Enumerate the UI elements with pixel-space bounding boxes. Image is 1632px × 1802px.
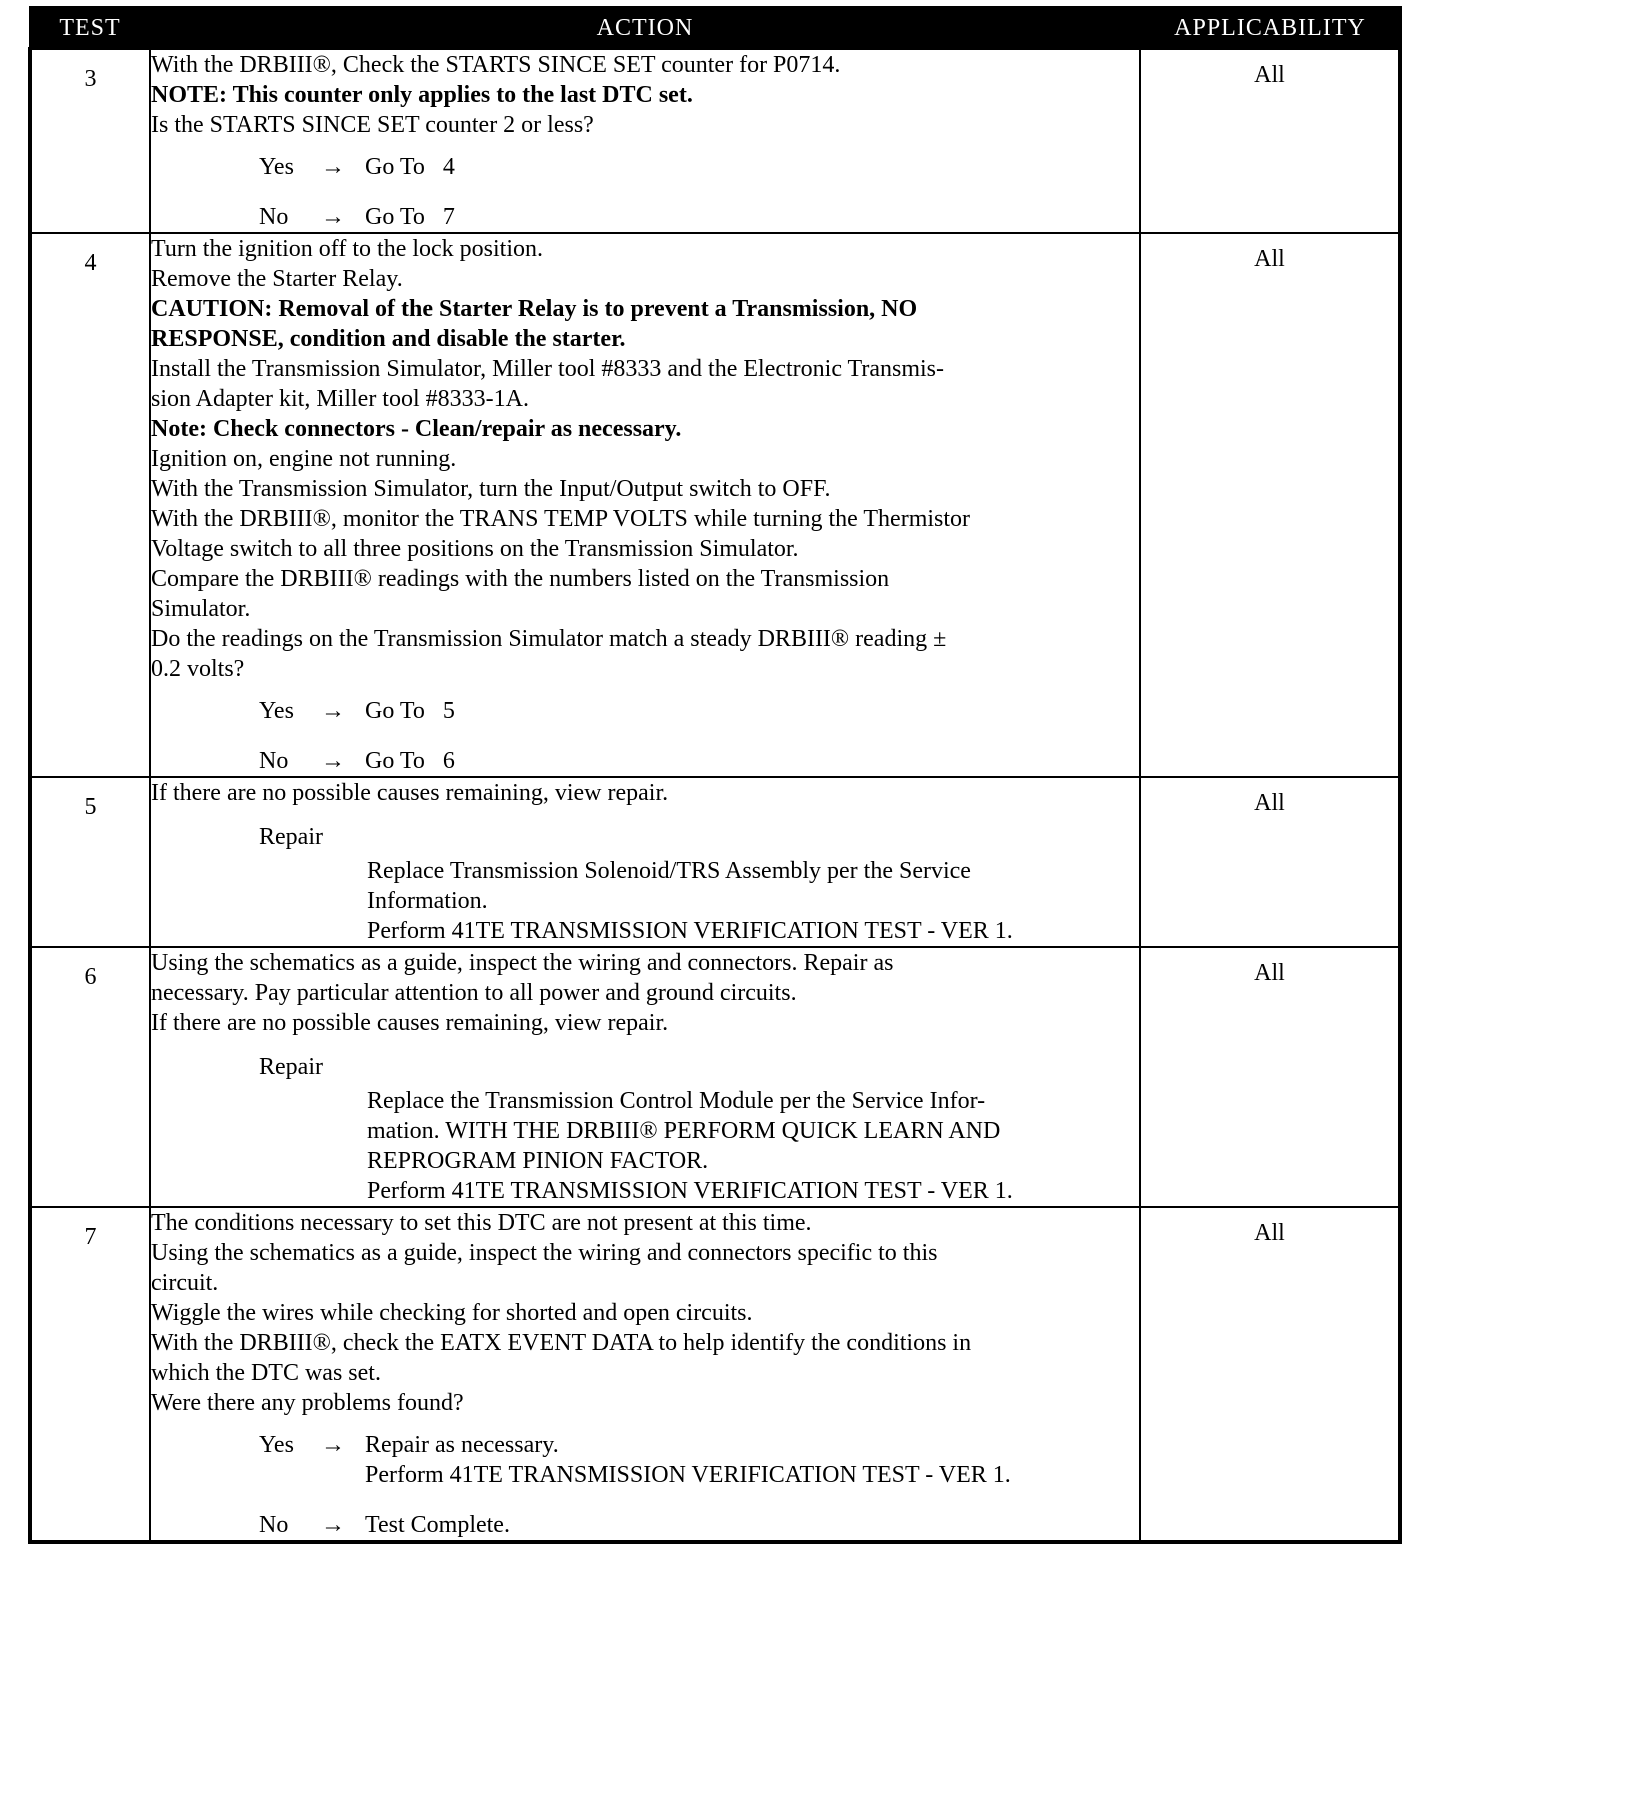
- option-result: [365, 746, 1139, 776]
- decision-options: [151, 1430, 1139, 1540]
- repair-text: Information.: [367, 888, 488, 914]
- option-label: Yes: [259, 1432, 294, 1458]
- decision-options: [151, 696, 1139, 776]
- arrow-right-icon: →: [321, 748, 345, 774]
- repair-label: Repair: [259, 1054, 323, 1080]
- action-cell: [150, 49, 1140, 234]
- repair-text: Perform 41TE TRANSMISSION VERIFICATION TEST - VER 1.: [367, 918, 1013, 944]
- repair-text: Replace Transmission Solenoid/TRS Assembly per the Service: [367, 858, 971, 884]
- instruction-text: Wiggle the wires while checking for shorted and open circuits.: [151, 1300, 753, 1326]
- decision-option: [259, 1430, 1139, 1490]
- instruction-text: If there are no possible causes remaining, view repair.: [151, 780, 669, 806]
- instruction-text: 0.2 volts?: [151, 656, 245, 682]
- table-row: [30, 1207, 1400, 1542]
- test-number: 5: [30, 777, 150, 947]
- test-number: 6: [30, 947, 150, 1207]
- note-text: NOTE: This counter only applies to the last DTC set.: [151, 82, 693, 108]
- note-text: RESPONSE, condition and disable the starter.: [151, 326, 626, 352]
- option-label: No: [259, 748, 289, 774]
- arrow-right-icon: →: [321, 154, 345, 180]
- table-row: [30, 947, 1400, 1207]
- instruction-text: Using the schematics as a guide, inspect the wiring and connectors specific to this: [151, 1240, 938, 1266]
- action-cell: [150, 233, 1140, 777]
- repair-text: REPROGRAM PINION FACTOR.: [367, 1148, 709, 1174]
- instruction-text: With the DRBIII®, check the EATX EVENT DATA to help identify the conditions in: [151, 1330, 972, 1356]
- instruction-text: With the DRBIII®, monitor the TRANS TEMP VOLTS while turning the Thermistor: [151, 506, 971, 532]
- applicability-value: All: [1140, 49, 1400, 234]
- option-label: No: [259, 204, 289, 230]
- arrow-right-icon: →: [321, 204, 345, 230]
- applicability-value: All: [1140, 1207, 1400, 1542]
- instruction-text: Turn the ignition off to the lock position.: [151, 236, 544, 262]
- instruction-text: With the Transmission Simulator, turn the Input/Output switch to OFF.: [151, 476, 831, 502]
- option-result: [365, 202, 1139, 232]
- note-text: CAUTION: Removal of the Starter Relay is to prevent a Transmission, NO: [151, 296, 918, 322]
- note-text: Note: Check connectors - Clean/repair as necessary.: [151, 416, 682, 442]
- option-result: [365, 1430, 1139, 1490]
- applicability-value: All: [1140, 233, 1400, 777]
- option-result: [365, 1510, 1139, 1540]
- instruction-text: which the DTC was set.: [151, 1360, 381, 1386]
- table-row: [30, 49, 1400, 234]
- diagnostic-table: [28, 6, 1402, 1544]
- option-result: [365, 696, 1139, 726]
- option-result: [365, 152, 1139, 182]
- action-cell: [150, 777, 1140, 947]
- table-header-row: [30, 8, 1400, 49]
- instruction-text: The conditions necessary to set this DTC are not present at this time.: [151, 1210, 812, 1236]
- decision-option: [259, 746, 1139, 776]
- instruction-text: Install the Transmission Simulator, Miller tool #8333 and the Electronic Transmis-: [151, 356, 945, 382]
- option-result-text: Go To 5: [365, 698, 455, 724]
- action-cell: [150, 1207, 1140, 1542]
- repair-text: Perform 41TE TRANSMISSION VERIFICATION TEST - VER 1.: [367, 1178, 1013, 1204]
- option-label: Yes: [259, 154, 294, 180]
- table-row: [30, 233, 1400, 777]
- arrow-right-icon: →: [321, 698, 345, 724]
- option-result-text: Repair as necessary.: [365, 1432, 559, 1458]
- diagnostic-page: [28, 6, 1398, 1544]
- instruction-text: sion Adapter kit, Miller tool #8333-1A.: [151, 386, 529, 412]
- option-result-text: Go To 7: [365, 204, 455, 230]
- instruction-text: Using the schematics as a guide, inspect the wiring and connectors. Repair as: [151, 950, 894, 976]
- test-number: 4: [30, 233, 150, 777]
- repair-instructions: [367, 856, 1139, 946]
- repair-label: Repair: [259, 824, 323, 850]
- instruction-text: circuit.: [151, 1270, 219, 1296]
- instruction-text: With the DRBIII®, Check the STARTS SINCE SET counter for P0714.: [151, 52, 841, 78]
- decision-option: [259, 152, 1139, 182]
- instruction-text: Is the STARTS SINCE SET counter 2 or less?: [151, 112, 594, 138]
- test-number: 3: [30, 49, 150, 234]
- arrow-right-icon: →: [321, 1432, 345, 1458]
- header-test: TEST: [30, 8, 150, 49]
- instruction-text: Voltage switch to all three positions on the Transmission Simulator.: [151, 536, 799, 562]
- option-label: Yes: [259, 698, 294, 724]
- option-label: No: [259, 1512, 289, 1538]
- decision-option: [259, 1510, 1139, 1540]
- table-body: [30, 49, 1400, 1543]
- repair-instructions: [367, 1086, 1139, 1206]
- option-result-text: Go To 6: [365, 748, 455, 774]
- repair-text: Replace the Transmission Control Module per the Service Infor-: [367, 1088, 986, 1114]
- decision-options: [151, 152, 1139, 232]
- decision-option: [259, 696, 1139, 726]
- table-row: [30, 777, 1400, 947]
- action-cell: [150, 947, 1140, 1207]
- option-result-text: Perform 41TE TRANSMISSION VERIFICATION TEST - VER 1.: [365, 1462, 1011, 1488]
- instruction-text: Compare the DRBIII® readings with the numbers listed on the Transmission: [151, 566, 890, 592]
- arrow-right-icon: →: [321, 1512, 345, 1538]
- instruction-text: Ignition on, engine not running.: [151, 446, 457, 472]
- instruction-text: If there are no possible causes remaining, view repair.: [151, 1010, 669, 1036]
- applicability-value: All: [1140, 947, 1400, 1207]
- header-action: ACTION: [150, 8, 1140, 49]
- option-result-text: Test Complete.: [365, 1512, 510, 1538]
- option-result-text: Go To 4: [365, 154, 455, 180]
- instruction-text: necessary. Pay particular attention to all power and ground circuits.: [151, 980, 797, 1006]
- applicability-value: All: [1140, 777, 1400, 947]
- repair-text: mation. WITH THE DRBIII® PERFORM QUICK LEARN AND: [367, 1118, 1001, 1144]
- decision-option: [259, 202, 1139, 232]
- instruction-text: Do the readings on the Transmission Simulator match a steady DRBIII® reading ±: [151, 626, 947, 652]
- test-number: 7: [30, 1207, 150, 1542]
- header-applicability: APPLICABILITY: [1140, 8, 1400, 49]
- instruction-text: Simulator.: [151, 596, 251, 622]
- instruction-text: Were there any problems found?: [151, 1390, 464, 1416]
- instruction-text: Remove the Starter Relay.: [151, 266, 403, 292]
